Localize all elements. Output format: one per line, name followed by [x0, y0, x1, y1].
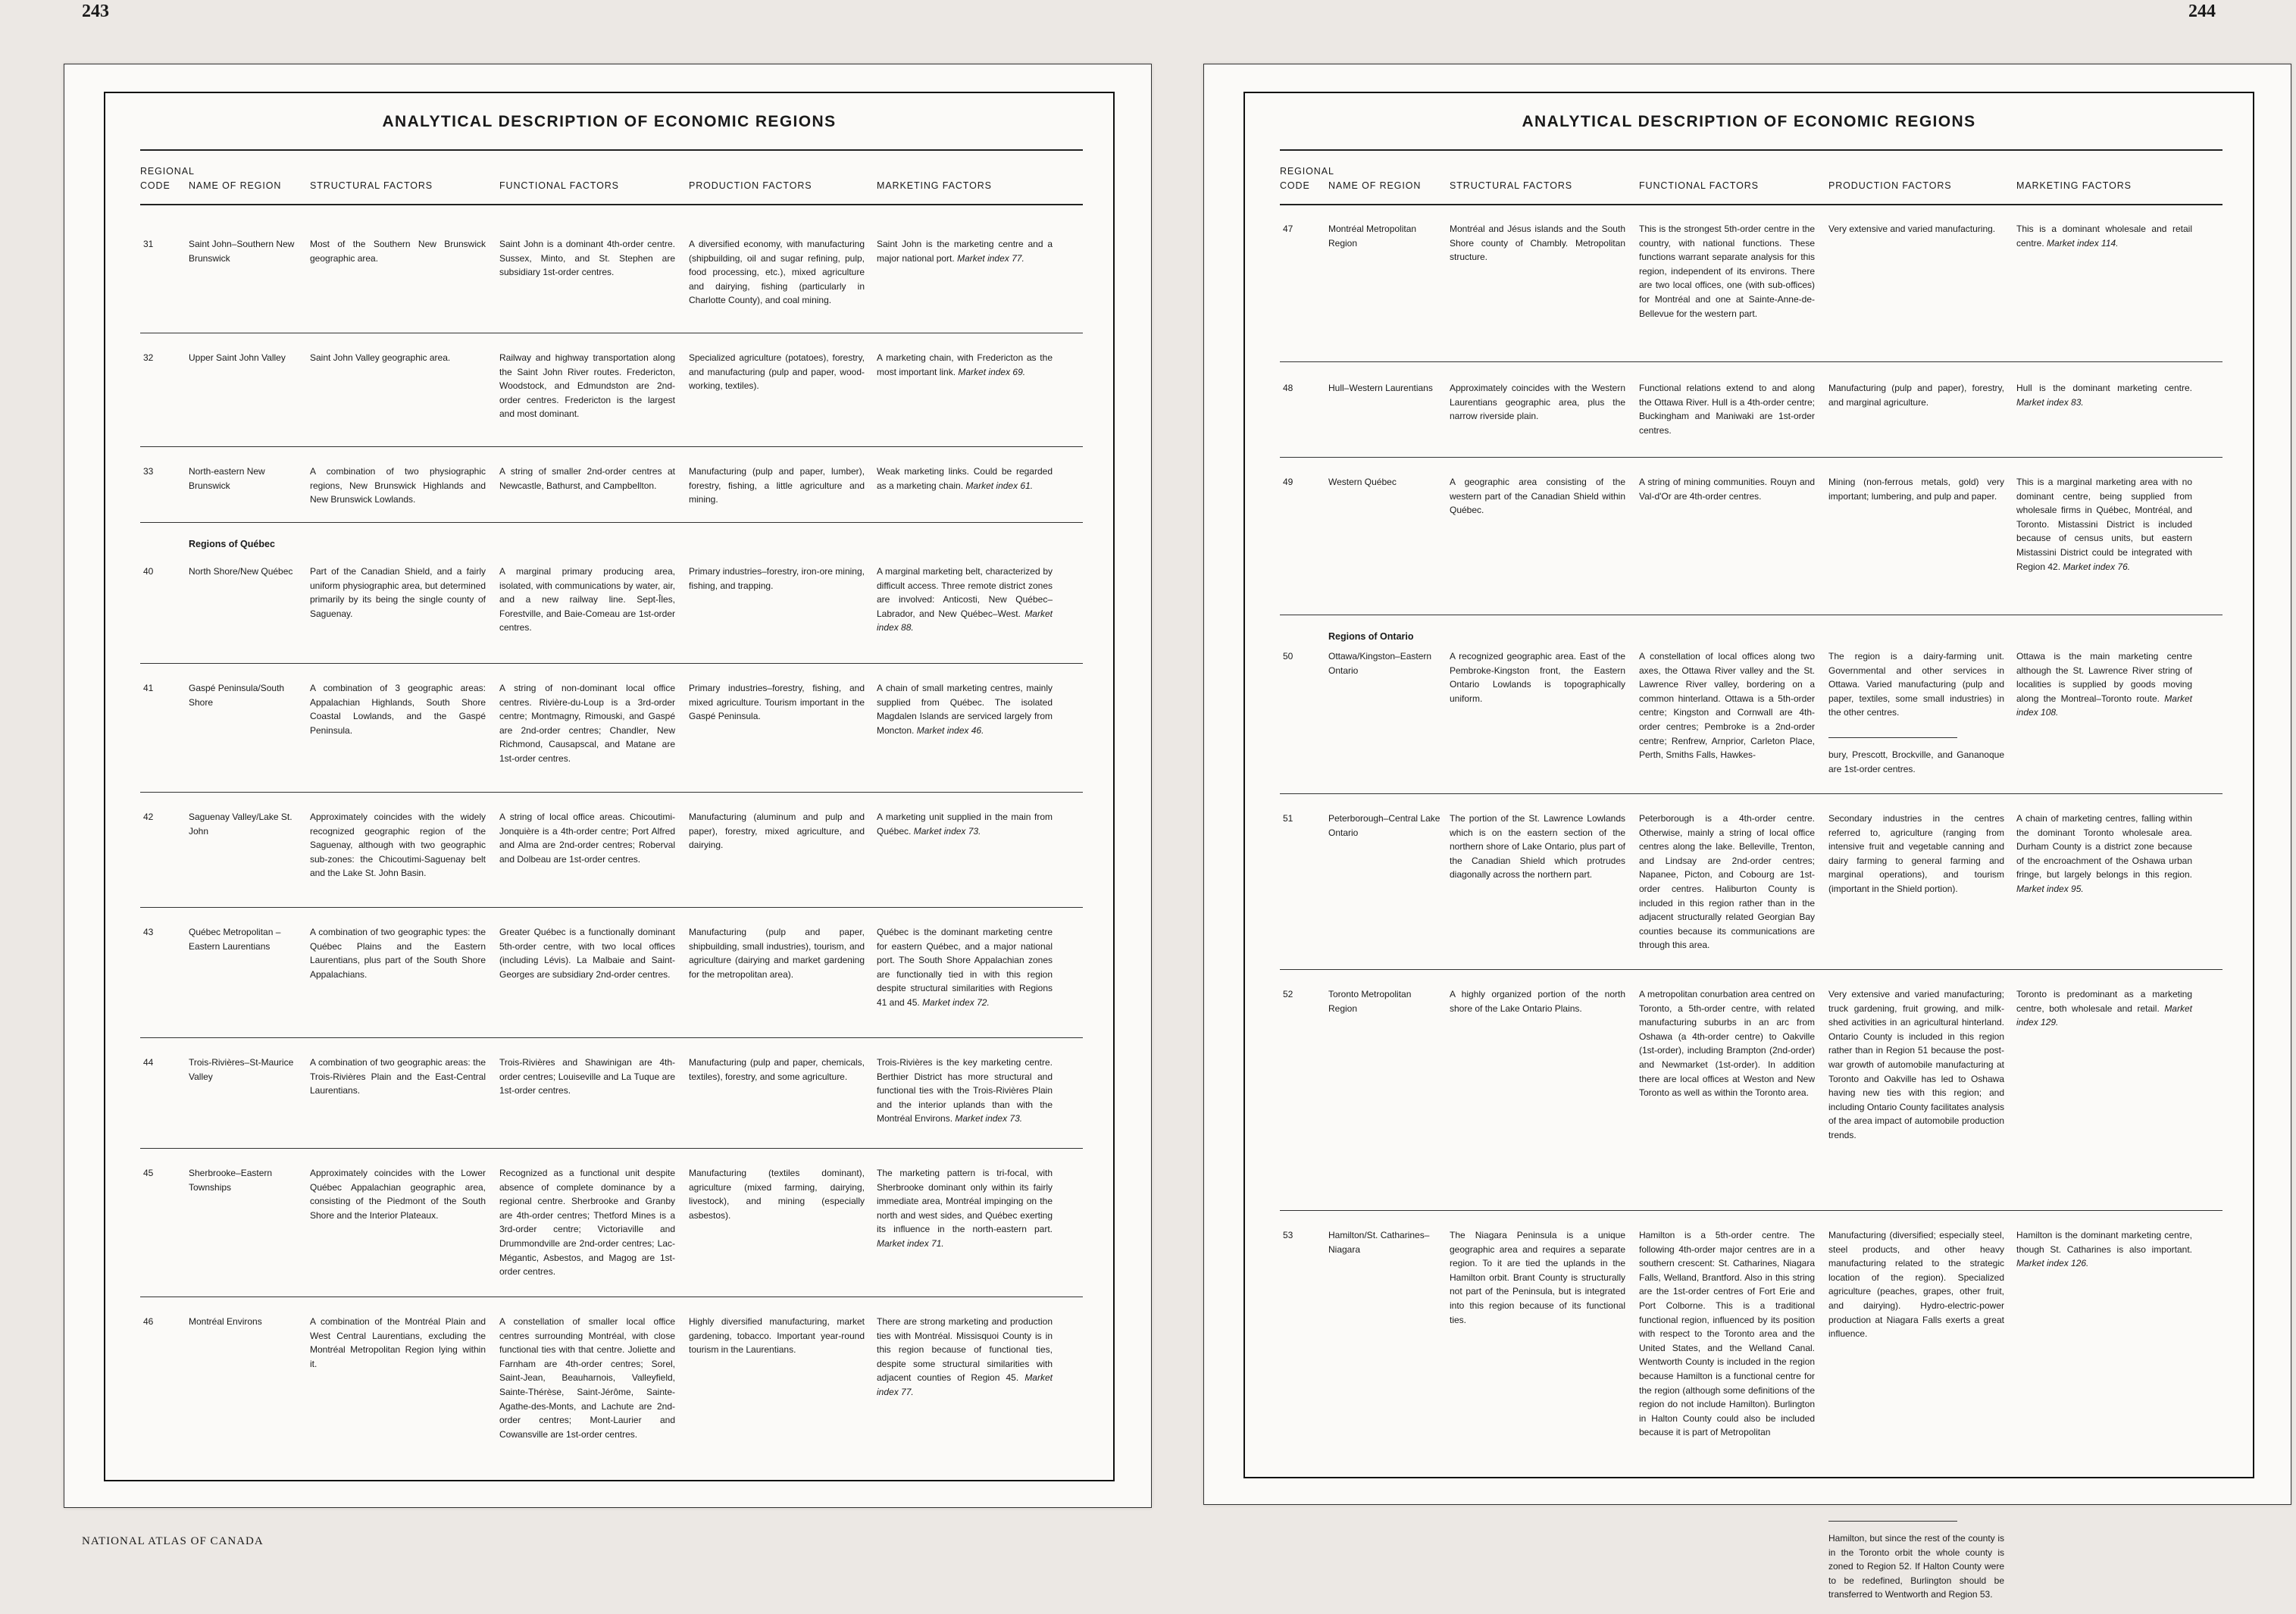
marketing-text: Hamilton is the dominant marketing centre, though St. Catharines is also important. [2016, 1230, 2192, 1255]
header-production-right: PRODUCTION FACTORS [1828, 180, 1952, 191]
functional-factors: A metropolitan conurbation area centred on Toronto, a 5th-order centre, with related manufacturing suburbs in an arc from Oshawa (a 4th-order centre) to Oakville (1st-order), including Brampton (2nd-order) and Newmarket (1st-order). In addition there are local offices at Weston and New Toronto as well as within the Toronto area. [1639, 989, 1815, 1099]
continuation-rule [1828, 1521, 1957, 1522]
marketing-text: Ottawa is the main marketing centre although the St. Lawrence River string of localities is supplied by goods moving along the Montreal–Toronto route. [2016, 651, 2192, 704]
marketing-text: The marketing pattern is tri-focal, with Sherbrooke dominant only within its fairly immediate area, Montréal impinging on the north and west sides, and Québec exerting its influence in the north-eastern part. [877, 1168, 1053, 1235]
market-index: Market index 72. [922, 996, 990, 1008]
page-title-right: ANALYTICAL DESCRIPTION OF ECONOMIC REGIONS [1522, 113, 1976, 130]
marketing-factors [2016, 475, 2192, 574]
page-number-left: 243 [82, 2, 109, 21]
functional-factors: A string of mining communities. Rouyn and Val-d'Or are 4th-order centres. [1639, 477, 1815, 502]
functional-factors: Peterborough is a 4th-order centre. Otherwise, mainly a string of local office centres along the lake. Belleville, Trenton, and Lindsay are 2nd-order centres; Napanee, Picton, and Cobourg are 1st-order centres. Haliburton County is included in this region rather than in the adjacent structurally related Georgian Bay counties because its communications are through this area. [1639, 813, 1815, 951]
production-factors: Very extensive and varied manufacturing. [1828, 224, 1996, 234]
marketing-factors [877, 565, 1053, 635]
structural-factors: Approximately coincides with the Western Laurentians geographic area, plus the narrow riverside plain. [1450, 383, 1625, 422]
production-factors-continued: bury, Prescott, Brockville, and Gananoque are 1st-order centres. [1828, 749, 2004, 774]
region-code: 49 [1283, 477, 1293, 487]
left-row-divider [140, 907, 1083, 908]
functional-factors: Trois-Rivières and Shawinigan are 4th-order centres; Louiseville and La Tuque are 1st-order centres. [499, 1057, 675, 1096]
functional-factors: A string of smaller 2nd-order centres at Newcastle, Bathurst, and Campbellton. [499, 466, 675, 491]
region-code: 47 [1283, 224, 1293, 234]
left-row-divider [140, 1037, 1083, 1038]
structural-factors: The portion of the St. Lawrence Lowlands which is on the eastern section of the northern shore of Lake Ontario, plus part of the Canadian Shield which protrudes diagonally across the northern part. [1450, 813, 1625, 881]
structural-factors: The Niagara Peninsula is a unique geographic area and requires a separate region. To it are tied the uplands in the Hamilton orbit. Brant County is structurally not part of the Peninsula, but is integrated into this region because of its functional ties. [1450, 1230, 1625, 1325]
production-factors: A diversified economy, with manufacturing (shipbuilding, oil and sugar refining, pulp, food processing, etc.), mixed agriculture and dairying, fishing (particularly in Charlotte County), and coal mining. [689, 239, 865, 306]
left-row-divider [140, 446, 1083, 447]
title-rule-right [1280, 149, 2222, 151]
marketing-factors [2016, 812, 2192, 896]
functional-factors: A string of non-dominant local office centres. Rivière-du-Loup is a 3rd-order centre; Montmagny, Rimouski, and Gaspé are 2nd-order centres; Chandler, New Richmond, Causapscal, and Matane are 1st-order centres. [499, 683, 675, 764]
structural-factors: A combination of two geographic areas: the Trois-Rivières Plain and the East-Central Laurentians. [310, 1057, 486, 1096]
functional-factors: This is the strongest 5th-order centre in the country, with national functions. These functions warrant separate analysis for this region, independent of its environs. There are two local offices, one (with sub-offices) for Montréal and one at Sainte-Anne-de-Bellevue for the western part. [1639, 224, 1815, 319]
header-production: PRODUCTION FACTORS [689, 180, 812, 191]
market-index: Market index 69. [958, 366, 1026, 377]
marketing-factors [877, 1166, 1053, 1251]
region-code: 41 [143, 683, 154, 693]
marketing-text: A marketing chain, with Fredericton as the most important link. [877, 352, 1053, 377]
region-code: 44 [143, 1057, 154, 1068]
production-factors: Highly diversified manufacturing, market gardening, tobacco. Important year-round tourism in the Laurentians. [689, 1316, 865, 1356]
region-name: Toronto Metropolitan Region [1328, 989, 1412, 1014]
region-code: 51 [1283, 813, 1293, 824]
market-index: Market index 77. [877, 1372, 1053, 1397]
functional-factors: Railway and highway transportation along the Saint John River routes. Fredericton, Woodstock, and Edmundston are 2nd-order centres. Fredericton is the largest and most dominant. [499, 352, 675, 420]
market-index: Market index 73. [913, 825, 981, 837]
functional-factors: Functional relations extend to and along the Ottawa River. Hull is a 4th-order centre; Buckingham and Maniwaki are 1st-order centres. [1639, 383, 1815, 436]
region-code: 40 [143, 566, 154, 577]
production-factors: Primary industries–forestry, iron-ore mining, fishing, and trapping. [689, 566, 865, 591]
market-index: Market index 88. [877, 608, 1053, 633]
footer-atlas-name: NATIONAL ATLAS OF CANADA [82, 1535, 264, 1547]
header-rule [140, 204, 1083, 205]
production-factors: Mining (non-ferrous metals, gold) very important; lumbering, and pulp and paper. [1828, 477, 2004, 502]
market-index: Market index 129. [2016, 1002, 2192, 1028]
region-name: Western Québec [1328, 477, 1397, 487]
structural-factors: A combination of two geographic types: the Québec Plains and the Eastern Laurentians, plus part of the South Shore Appalachians. [310, 927, 486, 980]
marketing-text: This is a marginal marketing area with no dominant centre, being supplied from wholesale firms in Québec, Montréal, and Toronto. Mistassini District is included because of census units, but eastern Mistassini District could be integrated with Region 42. [2016, 477, 2192, 572]
structural-factors: A geographic area consisting of the western part of the Canadian Shield within Québec. [1450, 477, 1625, 516]
functional-factors: Saint John is a dominant 4th-order centre. Sussex, Minto, and St. Stephen are subsidiary 1st-order centres. [499, 239, 675, 278]
header-rule-right [1280, 204, 2222, 205]
market-index: Market index 83. [2016, 396, 2084, 408]
right-page-frame [1243, 92, 2254, 1600]
marketing-text: This is a dominant wholesale and retail centre. [2016, 224, 2192, 249]
left-page-frame [104, 92, 1115, 1481]
production-factors: Very extensive and varied manufacturing; truck gardening, fruit growing, and milk-shed activities in an agricultural hinterland. Ontario County is included in this region rather than in Region 51 because the post-war growth of automobile manufacturing at Toronto and Oakville has led to Oshawa having new ties with this region; and including Ontario County facilitates analysis of the area impact of automobile production trends. [1828, 989, 2004, 1140]
continuation-rule [1828, 737, 1957, 738]
region-name: Ottawa/Kingston–Eastern Ontario [1328, 651, 1432, 676]
marketing-factors [877, 237, 1053, 265]
structural-factors: Most of the Southern New Brunswick geographic area. [310, 239, 486, 264]
functional-factors: A constellation of smaller local office centres surrounding Montréal, with close functional ties with that centre. Joliette and Farnham are 4th-order centres; Sorel, Saint-Jean, Beauharnois, Valleyfield, Sainte-Thérèse, Saint-Jérôme, Sainte-Agathe-des-Monts, and Lachute are 2nd-order centres; Mont-Laurier and Cowansville are 1st-order centres. [499, 1316, 675, 1440]
functional-factors: A constellation of local offices along two axes, the Ottawa River valley and the St. Lawrence River valley, bordering on a common hinterland. Ottawa is a 5th-order centre; Kingston and Cornwall are 4th-order centres; Pembroke is a 2nd-order centre; Renfrew, Arnprior, Carleton Place, Perth, Smiths Falls, Hawkes- [1639, 651, 1815, 761]
structural-factors: A recognized geographic area. East of the Pembroke-Kingston front, the Eastern Ontario Lowlands is topographically uniform. [1450, 651, 1625, 704]
market-index: Market index 46. [916, 724, 984, 736]
marketing-text: Saint John is the marketing centre and a major national port. [877, 239, 1053, 264]
market-index: Market index 71. [877, 1237, 944, 1249]
marketing-factors [2016, 649, 2192, 720]
region-code: 31 [143, 239, 154, 249]
functional-factors: Greater Québec is a functionally dominant 5th-order centre, with two local offices (including Lévis). La Malbaie and Saint-Georges are subsidiary 2nd-order centres. [499, 927, 675, 980]
structural-factors: A highly organized portion of the north shore of the Lake Ontario Plains. [1450, 989, 1625, 1014]
marketing-text: Weak marketing links. Could be regarded as a marketing chain. [877, 466, 1053, 491]
region-code: 45 [143, 1168, 154, 1178]
market-index: Market index 77. [957, 252, 1024, 264]
header-code: CODE [140, 180, 170, 191]
marketing-factors [877, 464, 1053, 493]
right-row-divider [1280, 1210, 2222, 1211]
marketing-text: A marginal marketing belt, characterized by difficult access. Three remote district zones are involved: Anticosti, New Québec–Labrador, and New Québec–West. [877, 566, 1053, 619]
region-name: Sherbrooke–Eastern Townships [189, 1168, 273, 1193]
production-factors: Manufacturing (pulp and paper, lumber), forestry, fishing, a little agriculture and mining. [689, 466, 865, 505]
marketing-factors [2016, 222, 2192, 250]
marketing-text: A chain of marketing centres, falling within the dominant Toronto wholesale area. Durham County is a district zone because of the encroachment of the Oshawa urban fringe, but largely belongs in this region. [2016, 813, 2192, 881]
page-number-right: 244 [2188, 2, 2216, 21]
functional-factors: A marginal primary producing area, isolated, with communications by water, air, and a new railway line. Sept-Îles, Forestville, and Baie-Comeau are 1st-order centres. [499, 566, 675, 633]
region-code: 46 [143, 1316, 154, 1327]
marketing-text: Hull is the dominant marketing centre. [2016, 383, 2192, 393]
marketing-text: Trois-Rivières is the key marketing centre. Berthier District has more structural and functional ties with the Trois-Rivières Plain and the interior uplands than with the Montréal Environs. [877, 1057, 1053, 1124]
structural-factors: Part of the Canadian Shield, and a fairly uniform physiographic area, but determined primarily by its being the single county of Saguenay. [310, 566, 486, 619]
region-code: 32 [143, 352, 154, 363]
left-row-divider [140, 663, 1083, 664]
header-marketing: MARKETING FACTORS [877, 180, 992, 191]
marketing-factors [2016, 1228, 2192, 1271]
marketing-text: Toronto is predominant as a marketing centre, both wholesale and retail. [2016, 989, 2192, 1014]
structural-factors: Montréal and Jésus islands and the South Shore county of Chambly. Metropolitan structure. [1450, 224, 1625, 263]
market-index: Market index 95. [2016, 883, 2084, 894]
region-name: Peterborough–Central Lake Ontario [1328, 813, 1440, 838]
header-structural-right: STRUCTURAL FACTORS [1450, 180, 1573, 191]
market-index: Market index 126. [2016, 1258, 2089, 1269]
production-factors: Manufacturing (aluminum and pulp and paper), forestry, mixed agriculture, and dairying. [689, 812, 865, 851]
market-index: Market index 61. [965, 480, 1034, 491]
market-index: Market index 114. [2047, 237, 2119, 249]
title-rule [140, 149, 1083, 151]
marketing-factors [877, 810, 1053, 838]
market-index: Market index 108. [2016, 693, 2192, 718]
region-name: Upper Saint John Valley [189, 352, 286, 363]
region-name: Saint John–Southern New Brunswick [189, 239, 295, 264]
region-name: Québec Metropolitan –Eastern Laurentians [189, 927, 281, 952]
header-functional: FUNCTIONAL FACTORS [499, 180, 619, 191]
region-name: Hamilton/St. Catharines–Niagara [1328, 1230, 1430, 1255]
market-index: Market index 73. [955, 1113, 1023, 1124]
structural-factors: A combination of the Montréal Plain and West Central Laurentians, excluding the Montréal Metropolitan Region lying within it. [310, 1316, 486, 1369]
header-regional: REGIONAL [140, 166, 195, 177]
region-name: North Shore/New Québec [189, 566, 293, 577]
right-page [1203, 64, 2291, 1600]
production-factors: Manufacturing (pulp and paper), forestry, and marginal agriculture. [1828, 383, 2004, 408]
functional-factors: Recognized as a functional unit despite absence of complete dominance by a regional centre. Sherbrooke and Granby are 4th-order centres; Thetford Mines is a 3rd-order centre; Victoriaville and Drummondville are 2nd-order centres; Lac-Mégantic, Asbestos, and Magog are 1st-order centres. [499, 1168, 675, 1278]
region-code: 52 [1283, 989, 1293, 999]
functional-factors: A string of local office areas. Chicoutimi-Jonquière is a 4th-order centre; Port Alfred and Alma are 2nd-order centres; Roberval and Dolbeau are 1st-order centres. [499, 812, 675, 865]
right-row-divider [1280, 969, 2222, 970]
marketing-factors [2016, 381, 2192, 409]
region-name: Montréal Metropolitan Region [1328, 224, 1417, 249]
marketing-text: There are strong marketing and production ties with Montréal. Missisquoi County is in this region because of functional ties, despite some structural similarities with adjacent counties of Region 45. [877, 1316, 1053, 1384]
marketing-factors [877, 681, 1053, 737]
region-name: Saguenay Valley/Lake St. John [189, 812, 292, 837]
marketing-factors [877, 925, 1053, 1010]
region-code: 50 [1283, 651, 1293, 662]
marketing-text: A marketing unit supplied in the main from Québec. [877, 812, 1053, 837]
region-code: 43 [143, 927, 154, 937]
marketing-factors [877, 1315, 1053, 1400]
header-code-right: CODE [1280, 180, 1310, 191]
right-row-divider [1280, 361, 2222, 362]
production-factors: Specialized agriculture (potatoes), forestry, and manufacturing (pulp and paper, wood-working, textiles). [689, 352, 865, 392]
header-name: NAME OF REGION [189, 180, 282, 191]
production-factors: The region is a dairy-farming unit. Governmental and other services in Ottawa. Varied manufacturing (pulp and paper, textiles, some small industries) in the other centres. [1828, 651, 2004, 718]
subheading-ontario: Regions of Ontario [1328, 631, 1414, 642]
right-row-divider [1280, 793, 2222, 794]
structural-factors: Approximately coincides with the Lower Québec Appalachian geographic area, consisting of the Piedmont of the South Shore and the Interior Plateaux. [310, 1168, 486, 1221]
structural-factors: A combination of two physiographic regions, New Brunswick Highlands and New Brunswick Lowlands. [310, 466, 486, 505]
header-marketing-right: MARKETING FACTORS [2016, 180, 2132, 191]
header-functional-right: FUNCTIONAL FACTORS [1639, 180, 1759, 191]
region-name: Montréal Environs [189, 1316, 262, 1327]
production-factors: Manufacturing (pulp and paper, shipbuilding, small industries), tourism, and agriculture (dairying and market gardening for the metropolitan area). [689, 927, 865, 980]
region-code: 48 [1283, 383, 1293, 393]
structural-factors: Approximately coincides with the widely recognized geographic region of the Saguenay, although with two geographic sub-zones: the Chicoutimi-Saguenay belt and the Lake St. John Basin. [310, 812, 486, 879]
market-index: Market index 76. [2063, 561, 2131, 572]
region-code: 33 [143, 466, 154, 477]
region-name: Gaspé Peninsula/South Shore [189, 683, 285, 708]
structural-factors: A combination of 3 geographic areas: Appalachian Highlands, South Shore Coastal Lowlands, and the Gaspé Peninsula. [310, 683, 486, 736]
production-factors: Manufacturing (pulp and paper, chemicals, textiles), forestry, and some agriculture. [689, 1057, 865, 1082]
left-row-divider [140, 1148, 1083, 1149]
right-row-divider [1280, 457, 2222, 458]
marketing-factors [877, 1056, 1053, 1126]
header-name-right: NAME OF REGION [1328, 180, 1422, 191]
page-title: ANALYTICAL DESCRIPTION OF ECONOMIC REGIONS [382, 113, 837, 130]
header-regional-right: REGIONAL [1280, 166, 1334, 177]
left-page [64, 64, 1152, 1508]
production-factors: Manufacturing (textiles dominant), agriculture (mixed farming, dairying, livestock), and mining (especially asbestos). [689, 1168, 865, 1221]
marketing-text: A chain of small marketing centres, mainly supplied from Québec. The isolated Magdalen Islands are serviced largely from Moncton. [877, 683, 1053, 736]
region-code: 42 [143, 812, 154, 822]
production-factors: Manufacturing (diversified; especially steel, steel products, and other heavy manufacturing related to the strategic location of the region). Specialized agriculture (peaches, grapes, other fruit, and dairying). Hydro-electric-power production at Niagara Falls exerts a great influence. [1828, 1230, 2004, 1340]
region-code: 53 [1283, 1230, 1293, 1240]
marketing-factors [2016, 987, 2192, 1030]
marketing-text: Québec is the dominant marketing centre for eastern Québec, and a major national port. The South Shore Appalachian zones are functionally tied in with this region despite structural similarities with Regions 41 and 45. [877, 927, 1053, 1008]
left-row-divider [140, 792, 1083, 793]
marketing-factors [877, 351, 1053, 379]
structural-factors: Saint John Valley geographic area. [310, 352, 451, 363]
region-name: Trois-Rivières–St-Maurice Valley [189, 1057, 294, 1082]
header-structural: STRUCTURAL FACTORS [310, 180, 433, 191]
region-name: Hull–Western Laurentians [1328, 383, 1433, 393]
production-factors: Secondary industries in the centres referred to, agriculture (ranging from intensive fruit and vegetable canning and dairy farming to general farming and marginal operations), and tourism (important in the Shield portion). [1828, 813, 2004, 894]
left-row-divider [140, 522, 1083, 523]
region-name: North-eastern New Brunswick [189, 466, 265, 491]
production-factors: Primary industries–forestry, fishing, and mixed agriculture. Tourism important in the Gaspé Peninsula. [689, 683, 865, 722]
functional-factors: Hamilton is a 5th-order centre. The following 4th-order major centres are in a southern crescent: St. Catharines, Niagara Falls, Welland, Brantford. Also in this string are the 1st-order centres of Fort Erie and Port Colborne. This is a traditional functional region, influenced by its position with respect to the Toronto area and the United States, and the Welland Canal. Wentworth County is included in the region because Hamilton is a functional centre for the region (although some definitions of the region do not include Hamilton). Burlington in Halton County could also be included because it is part of Metropolitan [1639, 1230, 1815, 1438]
subheading-quebec: Regions of Québec [189, 539, 275, 549]
production-factors-continued: Hamilton, but since the rest of the county is in the Toronto orbit the whole county is zoned to Region 52. If Halton County were to be redefined, Burlington should be transferred to Wentworth and Region 53. [1828, 1533, 2004, 1600]
